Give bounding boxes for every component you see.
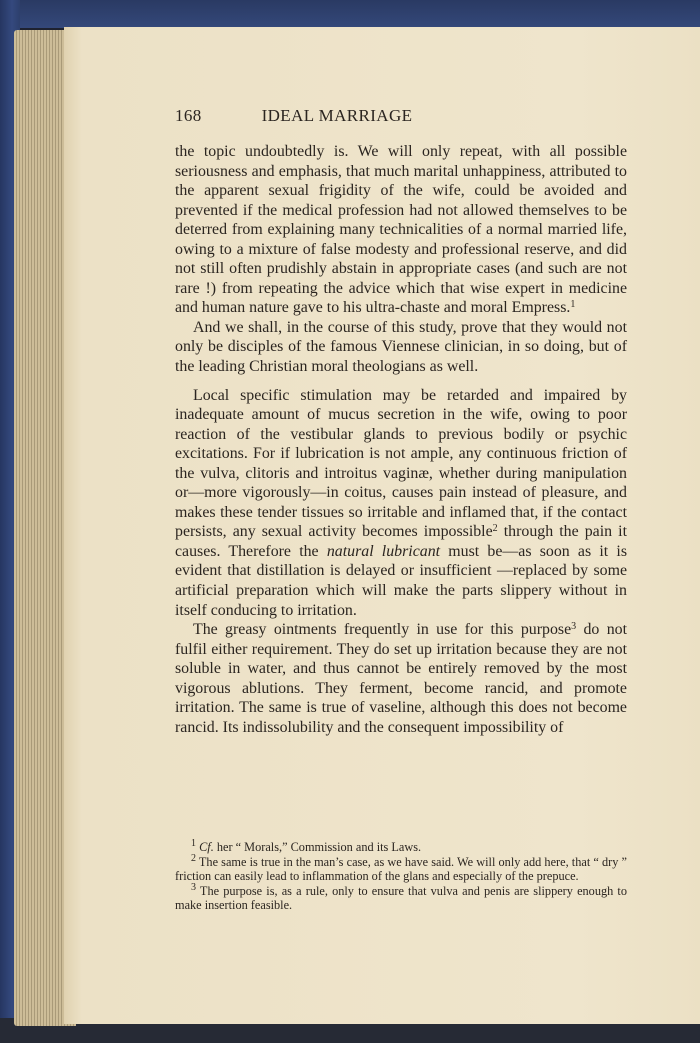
paragraph-1-text: the topic undoubtedly is. We will only repeat, with all possible seriousness and emphasis, that much marital unhappiness, attributed to the apparent sexual frigidity of the wife, could be avoided and prevented if the medical profession had not allowed themselves to be deterred from explaining many technicalities of a normal married life, owing to a mixture of false modesty and professional reserve, and did not still often prudishly abstain in appropriate cases (and such are not rare !) from repeating the advice which that wise expert in medicine and human nature gave to his ultra-chaste and moral Empress. xyxy=(175,143,627,317)
footnote-1 xyxy=(175,840,627,855)
paragraph-2: And we shall, in the course of this study, prove that they would not only be disciples of the famous Viennese clinician, in so doing, but of the leading Christian moral theologians as well. xyxy=(175,318,627,376)
body-text xyxy=(175,142,627,737)
book-cover-top xyxy=(0,0,700,28)
paragraph-3-text-c: must be—as soon as it is evident that distillation is delayed or insufficient —replaced by some artificial preparation which will make the parts slippery without in itself conducing to irritation. xyxy=(175,542,627,619)
footnotes xyxy=(175,840,627,913)
emphasis-natural-lubricant: natural lubricant xyxy=(326,542,441,560)
footnote-text: her “ Morals,” Commission and its Laws. xyxy=(213,840,422,854)
footnote-ref-1: 1 xyxy=(570,299,576,311)
footnote-text: The same is true in the man’s case, as we have said. We will only add here, that “ dry ” friction can easily lead to inflammation of the glans and especially of the prepuce. xyxy=(175,854,627,883)
paragraph-3 xyxy=(175,386,627,621)
footnote-emphasis: Cf. xyxy=(199,840,214,854)
paragraph-4-text-b: do not fulfil either requirement. They do set up irritation because they are not soluble in water, and thus cannot be entirely removed by the most vigorous ablutions. They ferment, become rancid, and promote irritation. The same is true of vaseline, although this does not become rancid. Its indissolubility and the consequent impossibility of xyxy=(175,621,627,736)
running-title: IDEAL MARRIAGE xyxy=(261,106,413,125)
page-number: 168 xyxy=(175,106,202,125)
paragraph-4-text-a: The greasy ointments frequently in use for this purpose xyxy=(193,621,572,639)
footnote-text: The purpose is, as a rule, only to ensure that vulva and penis are slippery enough to make insertion feasible. xyxy=(175,883,627,912)
paragraph-3-text-b: through the pain it causes. Therefore the xyxy=(175,523,627,560)
footnote-marker: 2 xyxy=(191,852,196,864)
paragraph-1 xyxy=(175,142,627,318)
paragraph-3-text-a: Local specific stimulation may be retarded and impaired by inadequate amount of mucus secretion in the wife, owing to poor reaction of the vestibular glands to previous bodily or psychic excitations. For if lubrication is not ample, any continuous friction of the vulva, clitoris and introitus vaginæ, whether during manipulation or—more vigorously—in coitus, causes pain instead of pleasure, and makes these tender tissues so irritable and inflamed that, if the contact persists, any sexual activity becomes impossible xyxy=(175,386,627,541)
footnote-ref-3: 3 xyxy=(571,621,577,633)
running-head xyxy=(175,106,627,130)
footnote-2 xyxy=(175,852,627,884)
paragraph-4 xyxy=(175,620,627,737)
footnote-marker: 1 xyxy=(191,838,196,849)
footnote-ref-2: 2 xyxy=(492,523,498,535)
footnote-marker: 3 xyxy=(191,881,196,893)
footnote-3 xyxy=(175,881,627,913)
